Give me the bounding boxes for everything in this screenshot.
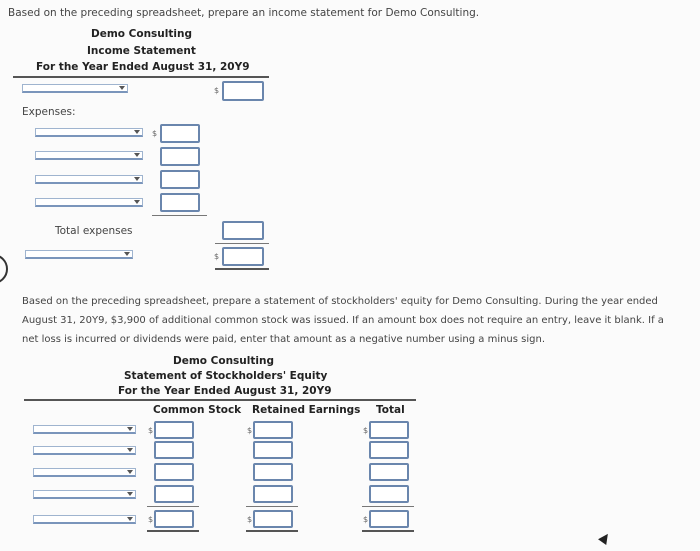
chevron-down-icon xyxy=(127,492,133,496)
equity-row-select-3[interactable] xyxy=(33,468,136,477)
instruction-equity: Based on the preceding spreadsheet, prepare a statement of stockholders' equity for Demo Consulting. During the year ended August 31, 20Y9, $3,900 of additional common stock was issued. If an amount box does not require an entry, leave it blank. If a net loss is incurred or dividends were paid, enter that amount as a negative number using a minus sign. xyxy=(22,296,664,345)
instruction-income: Based on the preceding spreadsheet, prepare an income statement for Demo Consulting. xyxy=(8,7,480,19)
mouse-cursor-icon xyxy=(598,531,612,545)
chevron-down-icon xyxy=(127,448,133,452)
retained-earnings-input-1[interactable] xyxy=(253,421,293,439)
currency-symbol: $ xyxy=(363,515,369,524)
total-expenses-rule xyxy=(215,243,269,244)
common-stock-input-1[interactable] xyxy=(154,421,194,439)
currency-symbol: $ xyxy=(247,426,253,435)
revenue-account-select[interactable] xyxy=(22,84,128,93)
expense-amount-input-4[interactable] xyxy=(160,193,200,212)
expense-account-select-2[interactable] xyxy=(35,151,143,160)
net-income-double-rule xyxy=(215,268,269,270)
currency-symbol: $ xyxy=(363,426,369,435)
subtotal-rule-retained xyxy=(246,506,298,507)
col-common-stock: Common Stock xyxy=(153,404,242,416)
retained-earnings-balance-input[interactable] xyxy=(253,510,293,528)
double-rule-common xyxy=(147,530,199,532)
retained-earnings-input-2[interactable] xyxy=(253,441,293,459)
equity-row-select-2[interactable] xyxy=(33,446,136,455)
net-income-input[interactable] xyxy=(222,247,264,266)
currency-symbol: $ xyxy=(247,515,253,524)
expense-amount-input-1[interactable] xyxy=(160,124,200,143)
equity-balance-select[interactable] xyxy=(33,515,136,524)
expense-account-select-1[interactable] xyxy=(35,128,143,137)
expenses-subtotal-rule xyxy=(152,215,207,216)
total-input-4[interactable] xyxy=(369,485,409,503)
chevron-down-icon xyxy=(124,252,130,256)
total-balance-input[interactable] xyxy=(369,510,409,528)
chevron-down-icon xyxy=(119,86,125,90)
equity-company: Demo Consulting xyxy=(173,355,274,367)
common-stock-input-2[interactable] xyxy=(154,441,194,459)
total-expenses-label: Total expenses xyxy=(55,225,133,237)
col-total: Total xyxy=(376,404,405,416)
retained-earnings-input-3[interactable] xyxy=(253,463,293,481)
currency-symbol: $ xyxy=(152,129,158,138)
currency-symbol: $ xyxy=(148,426,154,435)
subtotal-rule-common xyxy=(147,506,199,507)
expenses-label: Expenses: xyxy=(22,106,76,118)
equity-header-rule xyxy=(24,399,416,401)
currency-symbol: $ xyxy=(214,86,220,95)
common-stock-input-3[interactable] xyxy=(154,463,194,481)
common-stock-balance-input[interactable] xyxy=(154,510,194,528)
equity-title: Statement of Stockholders' Equity xyxy=(124,370,328,382)
step-marker-icon xyxy=(0,254,8,284)
total-input-3[interactable] xyxy=(369,463,409,481)
expense-amount-input-3[interactable] xyxy=(160,170,200,189)
chevron-down-icon xyxy=(134,130,140,134)
equity-period: For the Year Ended August 31, 20Y9 xyxy=(118,385,332,397)
chevron-down-icon xyxy=(134,153,140,157)
income-header-rule xyxy=(13,76,269,78)
expense-account-select-4[interactable] xyxy=(35,198,143,207)
equity-row-select-4[interactable] xyxy=(33,490,136,499)
total-input-1[interactable] xyxy=(369,421,409,439)
chevron-down-icon xyxy=(134,200,140,204)
income-title: Income Statement xyxy=(87,45,196,57)
double-rule-total xyxy=(362,530,414,532)
chevron-down-icon xyxy=(134,177,140,181)
currency-symbol: $ xyxy=(214,252,220,261)
currency-symbol: $ xyxy=(148,515,154,524)
subtotal-rule-total xyxy=(362,506,414,507)
net-income-select[interactable] xyxy=(25,250,133,259)
income-company: Demo Consulting xyxy=(91,28,192,40)
col-retained-earnings: Retained Earnings xyxy=(252,404,361,416)
common-stock-input-4[interactable] xyxy=(154,485,194,503)
revenue-amount-input[interactable] xyxy=(222,81,264,101)
income-period: For the Year Ended August 31, 20Y9 xyxy=(36,61,250,73)
chevron-down-icon xyxy=(127,427,133,431)
retained-earnings-input-4[interactable] xyxy=(253,485,293,503)
expense-amount-input-2[interactable] xyxy=(160,147,200,166)
chevron-down-icon xyxy=(127,470,133,474)
total-input-2[interactable] xyxy=(369,441,409,459)
expense-account-select-3[interactable] xyxy=(35,175,143,184)
total-expenses-input[interactable] xyxy=(222,221,264,240)
equity-row-select-1[interactable] xyxy=(33,425,136,434)
double-rule-retained xyxy=(246,530,298,532)
chevron-down-icon xyxy=(127,517,133,521)
